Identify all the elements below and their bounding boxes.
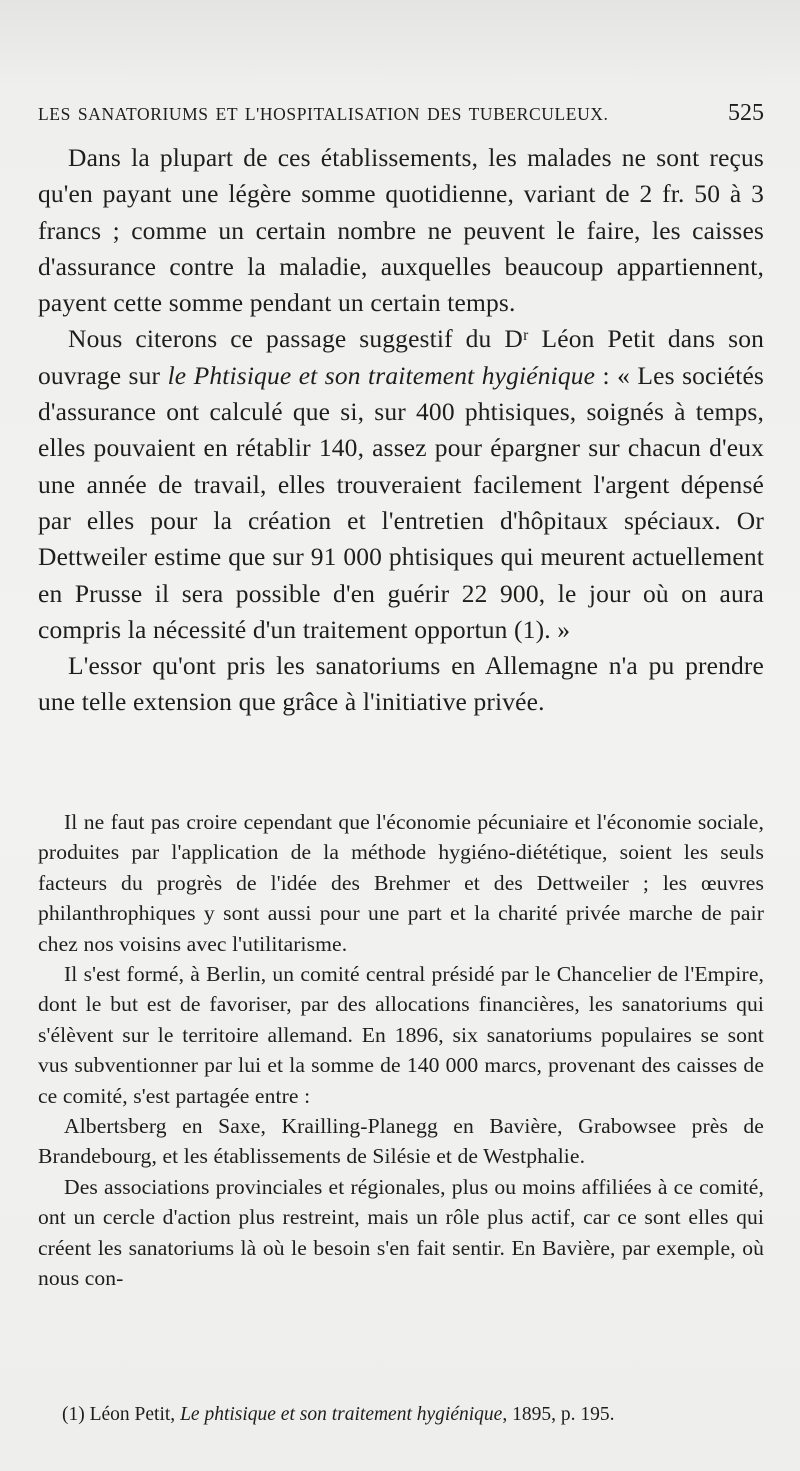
main-text-large bbox=[38, 140, 764, 721]
main-text-small bbox=[38, 807, 764, 1294]
paragraph-7: Des associations provinciales et régionales, plus ou moins affiliées à ce comité, ont un cercle d'action plus restreint, mais un rôle plus actif, car ce sont elles qui créent les sanatoriums là où le besoin s'en fait sentir. En Bavière, par exemple, où nous con- bbox=[38, 1174, 764, 1291]
footnote bbox=[62, 1404, 762, 1426]
paragraph-4: Il ne faut pas croire cependant que l'économie pécuniaire et l'économie sociale, produites par l'application de la méthode hygiéno-diététique, soient les seuls facteurs du progrès de l'idée des Brehmer et des Dettweiler ; les œuvres philanthrophiques y sont aussi pour une part et la charité privée marche de pair chez nos voisins avec l'utilitarisme. bbox=[38, 810, 764, 956]
paragraph-1: Dans la plupart de ces établissements, les malades ne sont reçus qu'en payant une légère somme quotidienne, variant de 2 fr. 50 à 3 francs ; comme un certain nombre ne peuvent le faire, les caisses d'assurance contre la maladie, auxquelles beaucoup appartiennent, payent cette somme pendant un certain temps. bbox=[38, 143, 764, 318]
paragraph-2-intro: Nous citerons ce passage suggestif du Dʳ Léon Petit dans son ouvrage sur bbox=[38, 324, 764, 390]
page-number: 525 bbox=[728, 100, 764, 126]
footnote-title: Le phtisique et son traitement hygiénique bbox=[180, 1404, 503, 1425]
paragraph-6: Albertsberg en Saxe, Krailling-Planegg en Bavière, Grabowsee près de Brandebourg, et les établissements de Silésie et de Westphalie. bbox=[38, 1114, 764, 1169]
footnote-marker: (1) Léon Petit, bbox=[62, 1404, 181, 1425]
running-header bbox=[38, 100, 764, 130]
paragraph-3: L'essor qu'ont pris les sanatoriums en Allemagne n'a pu prendre une telle extension que grâce à l'initiative privée. bbox=[38, 651, 764, 717]
paragraph-2 bbox=[38, 321, 764, 648]
paragraph-5: Il s'est formé, à Berlin, un comité central présidé par le Chancelier de l'Empire, dont le but est de favoriser, par des allocations financières, les sanatoriums qui s'élèvent sur le territoire allemand. En 1896, six sanatoriums populaires se sont vus subventionner par lui et la somme de 140 000 marcs, provenant des caisses de ce comité, s'est partagée entre : bbox=[38, 962, 764, 1108]
running-title: LES SANATORIUMS ET L'HOSPITALISATION DES TUBERCULEUX. bbox=[38, 104, 609, 124]
footnote-citation: , 1895, p. 195. bbox=[502, 1404, 615, 1425]
paragraph-2-quote: : « Les sociétés d'assurance ont calculé que si, sur 400 phtisiques, soignés à temps, elles pouvaient en rétablir 140, assez pour épargner sur chacun d'eux une année de travail, elles trouveraient facilement l'argent dépensé par elles pour la création et l'entretien d'hôpitaux spéciaux. Or Dettweiler estime que sur 91 000 phtisiques qui meurent actuellement en Prusse il sera possible d'en guérir 22 900, le jour où on aura compris la nécessité d'un traitement opportun (1). » bbox=[38, 360, 764, 644]
cited-work-title: le Phtisique et son traitement hygiénique bbox=[167, 360, 596, 390]
